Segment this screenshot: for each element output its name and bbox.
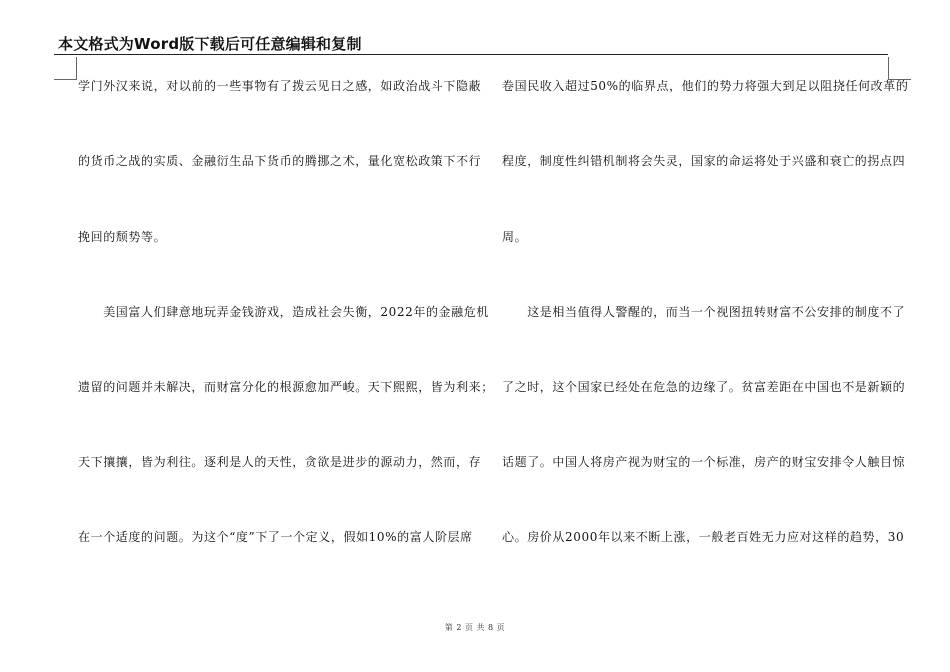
text-line: 心。房价从2000年以来不断上涨，一般老百姓无力应对这样的趋势，30 <box>502 530 905 544</box>
text-line: 了之时，这个国家已经处在危急的边缘了。贫富差距在中国也不是新颖的 <box>502 380 906 394</box>
page-footer: 第 2 页 共 8 页 <box>444 623 506 632</box>
text-line: 程度，制度性纠错机制将会失灵，国家的命运将处于兴盛和衰亡的拐点四 <box>502 154 906 168</box>
text-line: 的货币之战的实质、金融衍生品下货币的腾挪之术，量化宽松政策下不行 <box>78 154 482 168</box>
text-line: 话题了。中国人将房产视为财宝的一个标准，房产的财宝安排令人触目惊 <box>502 455 906 469</box>
text-line: 这是相当值得人警醒的，而当一个视图扭转财富不公安排的制度不了 <box>502 305 906 319</box>
text-line: 挽回的颓势等。 <box>78 230 167 244</box>
crop-mark-top-left <box>54 57 77 80</box>
page-header <box>54 32 888 55</box>
text-line: 美国富人们肆意地玩弄金钱游戏，造成社会失衡，2022年的金融危机 <box>78 305 489 319</box>
crop-mark-top-right <box>888 57 911 80</box>
header-title: 本文格式为Word版下载后可任意编辑和复制 <box>58 35 362 53</box>
text-line: 在一个适度的问题。为这个“度”下了一个定义，假如10%的富人阶层席 <box>78 530 473 544</box>
text-line: 学门外汉来说，对以前的一些事物有了拨云见日之感，如政治战斗下隐蔽 <box>78 79 482 93</box>
text-line: 天下攘攘，皆为利往。逐利是人的天性，贪欲是进步的源动力，然而，存 <box>78 455 482 469</box>
text-line: 卷国民收入超过50%的临界点，他们的势力将强大到足以阻挠任何改革的 <box>502 79 909 93</box>
text-line: 遗留的问题并未解决，而财富分化的根源愈加严峻。天下熙熙，皆为利来； <box>78 380 494 394</box>
text-line: 周。 <box>502 230 528 244</box>
